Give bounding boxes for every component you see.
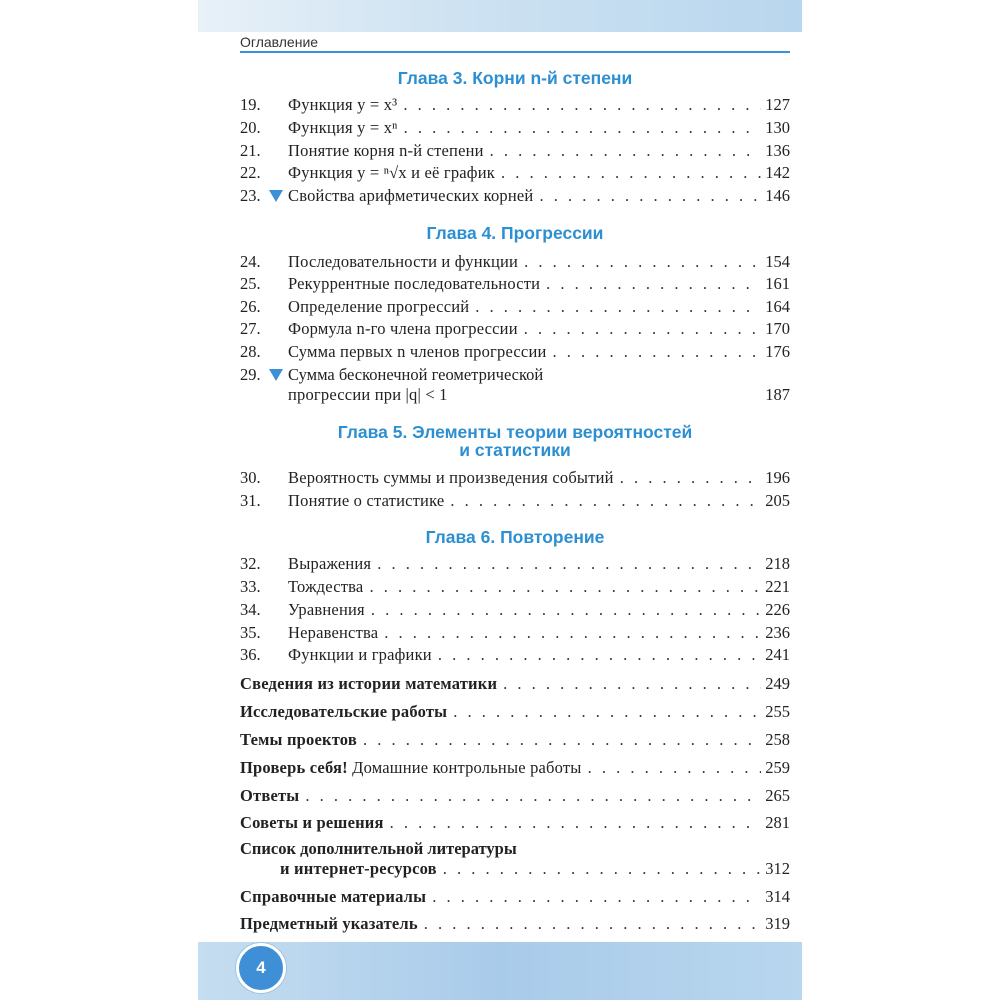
entry-title: Выражения — [288, 554, 372, 573]
entry-number: 19. — [240, 95, 261, 114]
entry-page: 258 — [765, 730, 790, 749]
entry-number: 22. — [240, 163, 261, 182]
toc-row — [240, 296, 790, 318]
leader-dots — [453, 701, 761, 723]
entry-title: Последовательности и функции — [288, 252, 519, 271]
leader-dots — [620, 467, 762, 489]
entry-title-line-1: Список дополнительной литературы — [240, 839, 517, 858]
leader-dots — [546, 273, 761, 295]
entry-number: 24. — [240, 252, 261, 271]
leader-dots — [524, 318, 762, 340]
bottom-decorative-band — [198, 942, 802, 1000]
entry-page: 176 — [765, 342, 790, 361]
toc-row — [240, 838, 790, 860]
chapter-5-heading-line-1: Глава 5. Элементы теории вероятностей — [337, 422, 693, 442]
toc-row-continuation — [240, 384, 790, 406]
entry-title: Ответы — [240, 786, 300, 805]
toc-row — [240, 757, 790, 779]
leader-dots — [438, 644, 761, 666]
entry-title: Понятие о статистике — [288, 491, 445, 510]
entry-page: 236 — [765, 623, 790, 642]
entry-title: Справочные материалы — [240, 887, 427, 906]
toc-row — [240, 673, 790, 695]
toc-row — [240, 117, 790, 139]
entry-title-rest: Домашние контрольные работы — [347, 758, 582, 777]
entry-number: 23. — [240, 186, 261, 205]
entry-title: Исследовательские работы — [240, 702, 448, 721]
chapter-5-heading-line-2: и статистики — [459, 440, 571, 460]
entry-number: 31. — [240, 491, 261, 510]
leader-dots — [450, 490, 761, 512]
toc-row — [240, 812, 790, 834]
entry-title: Уравнения — [288, 600, 365, 619]
entry-number: 32. — [240, 554, 261, 573]
entry-page: 127 — [765, 95, 790, 114]
entry-title: Функция y = xⁿ — [288, 118, 398, 137]
triangle-down-icon — [269, 369, 283, 381]
entry-number: 27. — [240, 319, 261, 338]
triangle-down-icon — [269, 190, 283, 202]
leader-dots — [403, 94, 761, 116]
leader-dots — [404, 117, 762, 139]
entry-page: 319 — [765, 914, 790, 933]
entry-page: 187 — [765, 385, 790, 404]
page-number-badge: 4 — [236, 943, 286, 993]
entry-page: 142 — [765, 163, 790, 182]
entry-number: 36. — [240, 645, 261, 664]
leader-dots — [377, 553, 761, 575]
leader-dots — [371, 599, 761, 621]
entry-page: 255 — [765, 702, 790, 721]
entry-page: 241 — [765, 645, 790, 664]
toc-row — [240, 886, 790, 908]
entry-title: Функция y = x³ — [288, 95, 398, 114]
toc-row — [240, 490, 790, 512]
leader-dots — [503, 673, 761, 695]
toc-row — [240, 140, 790, 162]
toc-row — [240, 318, 790, 340]
entry-page: 226 — [765, 600, 790, 619]
leader-dots — [501, 162, 761, 184]
entry-title-line-2: и интернет-ресурсов — [280, 859, 437, 878]
toc-row — [240, 785, 790, 807]
entry-page: 161 — [765, 274, 790, 293]
leader-dots — [369, 576, 761, 598]
chapter-3-heading: Глава 3. Корни n-й степени — [397, 68, 633, 88]
entry-title: Функция y = ⁿ√x и её график — [288, 163, 495, 182]
entry-number: 35. — [240, 623, 261, 642]
entry-title: Функции и графики — [288, 645, 432, 664]
entry-number: 28. — [240, 342, 261, 361]
toc-row — [240, 364, 790, 386]
leader-dots — [363, 729, 761, 751]
toc-row — [240, 599, 790, 621]
entry-title: Тождества — [288, 577, 364, 596]
entry-title: Определение прогрессий — [288, 297, 470, 316]
entry-page: 221 — [765, 577, 790, 596]
toc-row — [240, 185, 790, 207]
entry-number: 30. — [240, 468, 261, 487]
entry-title: Свойства арифметических корней — [288, 186, 534, 205]
toc-row — [240, 273, 790, 295]
running-header: Оглавление — [240, 34, 319, 50]
entry-title: Советы и решения — [240, 813, 384, 832]
entry-number: 25. — [240, 274, 261, 293]
leader-dots — [443, 858, 761, 880]
entry-title-line-1: Сумма бесконечной геометрической — [288, 365, 544, 384]
entry-number: 21. — [240, 141, 261, 160]
leader-dots — [539, 185, 761, 207]
entry-title: Вероятность суммы и произведения событий — [288, 468, 614, 487]
entry-page: 170 — [765, 319, 790, 338]
entry-title: Неравенства — [288, 623, 379, 642]
toc-row-continuation — [240, 858, 790, 880]
entry-page: 205 — [765, 491, 790, 510]
entry-number: 29. — [240, 365, 261, 384]
entry-number: 34. — [240, 600, 261, 619]
entry-page: 146 — [765, 186, 790, 205]
entry-title: Сумма первых n членов прогрессии — [288, 342, 547, 361]
entry-number: 26. — [240, 297, 261, 316]
entry-page: 196 — [765, 468, 790, 487]
toc-row — [240, 94, 790, 116]
entry-page: 130 — [765, 118, 790, 137]
entry-title: Предметный указатель — [240, 914, 418, 933]
toc-row — [240, 553, 790, 575]
book-page — [198, 0, 802, 1000]
toc-row — [240, 729, 790, 751]
entry-title-bold: Проверь себя! — [240, 758, 348, 777]
table-of-contents — [198, 0, 802, 1000]
toc-row — [240, 467, 790, 489]
toc-row — [240, 162, 790, 184]
entry-page: 281 — [765, 813, 790, 832]
toc-row — [240, 251, 790, 273]
entry-title: Формула n-го члена прогрессии — [288, 319, 518, 338]
entry-page: 249 — [765, 674, 790, 693]
entry-title: Сведения из истории математики — [240, 674, 498, 693]
leader-dots — [432, 886, 761, 908]
leader-dots — [588, 757, 762, 779]
toc-row — [240, 341, 790, 363]
toc-row — [240, 622, 790, 644]
chapter-4-heading: Глава 4. Прогрессии — [426, 223, 604, 243]
chapter-6-heading: Глава 6. Повторение — [425, 527, 605, 547]
entry-title-line-2: прогрессии при |q| < 1 — [288, 385, 448, 404]
toc-row — [240, 576, 790, 598]
entry-page: 136 — [765, 141, 790, 160]
entry-page: 164 — [765, 297, 790, 316]
entry-page: 312 — [765, 859, 790, 878]
entry-title: Темы проектов — [240, 730, 357, 749]
leader-dots — [384, 622, 761, 644]
entry-title: Рекуррентные последовательности — [288, 274, 541, 293]
toc-row — [240, 644, 790, 666]
entry-number: 20. — [240, 118, 261, 137]
leader-dots — [305, 785, 761, 807]
leader-dots — [490, 140, 762, 162]
entry-title: Понятие корня n-й степени — [288, 141, 484, 160]
entry-page: 218 — [765, 554, 790, 573]
toc-row — [240, 701, 790, 723]
entry-page: 265 — [765, 786, 790, 805]
entry-number: 33. — [240, 577, 261, 596]
leader-dots — [424, 913, 761, 935]
entry-page: 154 — [765, 252, 790, 271]
leader-dots — [475, 296, 761, 318]
leader-dots — [390, 812, 762, 834]
toc-row — [240, 913, 790, 935]
entry-page: 259 — [765, 758, 790, 777]
entry-page: 314 — [765, 887, 790, 906]
leader-dots — [553, 341, 762, 363]
leader-dots — [524, 251, 761, 273]
